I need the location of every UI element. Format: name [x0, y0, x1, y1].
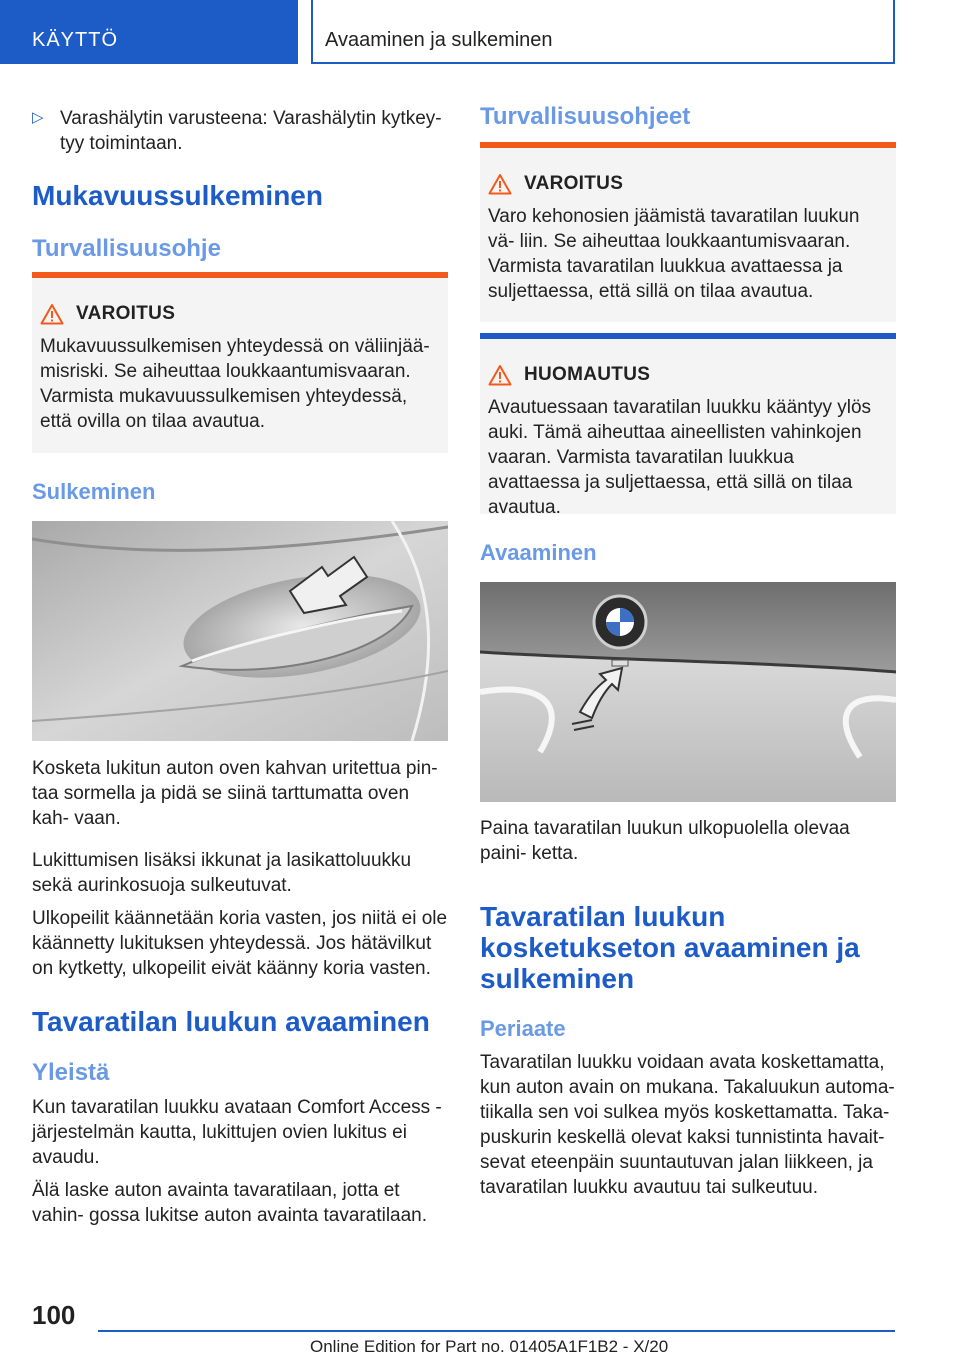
warning-text: Varo kehonosien jäämistä tavaratilan luukun vä- liin. Se aiheuttaa loukkaantumisvaaran. Varmista tavaratilan luukkua avattaessa ja suljettaessa, että sillä on tilaa avautua.	[488, 206, 860, 302]
section-tab: KÄYTTÖ	[0, 0, 298, 64]
notice-box-trunk	[480, 333, 896, 518]
opening-paragraph: Paina tavaratilan luukun ulkopuolella olevaa paini- ketta.	[480, 818, 850, 864]
closing-paragraph-2: Lukittumisen lisäksi ikkunat ja lasikattoluukku sekä aurinkosuoja sulkeutuvat.	[32, 850, 412, 896]
heading-trunk-opening: Tavaratilan luukun avaaminen	[32, 1006, 430, 1037]
footer-divider	[98, 1330, 895, 1332]
door-handle-illustration	[32, 521, 448, 741]
warning-box-comfort	[32, 272, 448, 453]
page-number: 100	[32, 1300, 76, 1330]
general-paragraph-2: Älä laske auton avainta tavaratilaan, jotta et vahin- gossa lukitse auton avainta tavaratilaan.	[32, 1180, 428, 1226]
general-paragraph-1: Kun tavaratilan luukku avataan Comfort Access -järjestelmän kautta, lukittujen ovien lukitus ei avaudu.	[32, 1097, 442, 1168]
warning-triangle-icon	[40, 303, 64, 325]
brand-emblem	[594, 596, 646, 648]
heading-principle: Periaate	[480, 1016, 566, 1041]
heading-general: Yleistä	[32, 1059, 110, 1086]
heading-closing: Sulkeminen	[32, 479, 156, 504]
heading-comfort-closing: Mukavuussulkeminen	[32, 180, 323, 211]
notice-text: Avautuessaan tavaratilan luukku kääntyy ylös auki. Tämä aiheuttaa aineellisten vahinkojen vaaran. Varmista tavaratilan luukkua avattaessa ja suljettaessa, että sillä on tilaa avautua.	[488, 397, 872, 518]
heading-safety-note: Turvallisuusohje	[32, 235, 221, 262]
edition-text: Online Edition for Part no. 01405A1F1B2 - X/20	[310, 1337, 669, 1356]
triangle-bullet-icon: ▷	[32, 109, 44, 126]
closing-paragraph-3: Ulkopeilit käännetään koria vasten, jos niitä ei ole käännetty lukituksen yhteydessä. Jos hätävilkut on kytketty, ulkopeilit eivät käänny koria vasten.	[32, 908, 448, 979]
chapter-title: Avaaminen ja sulkeminen	[311, 0, 895, 64]
principle-paragraph: Tavaratilan luukku voidaan avata koskettamatta, kun auton avain on mukana. Takaluukun automa- tiikalla sen voi sulkea myös koskettamatta. Taka- puskurin keskellä olevat kaksi tunnistinta havait- sevat eteenpäin suuntautuvan jalan liikkeen, ja tavaratilan luukku avautuu tai sulkeutuu.	[480, 1052, 895, 1198]
warning-box-trunk	[480, 142, 896, 322]
warning-text: Mukavuussulkemisen yhteydessä on väliinjää- misriski. Se aiheuttaa loukkaantumisvaaran. Varmista mukavuussulkemisen yhteydessä, että ovilla on tilaa avautua.	[40, 336, 430, 432]
warning-label: VAROITUS	[524, 173, 624, 194]
warning-label: VAROITUS	[76, 303, 176, 324]
heading-safety-notes: Turvallisuusohjeet	[480, 103, 691, 130]
bullet-item	[32, 106, 448, 156]
bullet-text: Varashälytin varusteena: Varashälytin kytkey- tyy toimintaan.	[60, 108, 442, 154]
heading-opening: Avaaminen	[480, 540, 597, 565]
notice-triangle-icon	[488, 364, 512, 386]
notice-label: HUOMAUTUS	[524, 364, 651, 385]
warning-triangle-icon	[488, 173, 512, 195]
closing-paragraph-1: Kosketa lukitun auton oven kahvan uritettua pin- taa sormella ja pidä se siinä tarttumatta oven kah- vaan.	[32, 758, 438, 829]
trunk-button-illustration	[480, 582, 896, 802]
heading-touchless-opening: Tavaratilan luukun kosketukseton avaaminen ja sulkeminen	[480, 901, 860, 994]
